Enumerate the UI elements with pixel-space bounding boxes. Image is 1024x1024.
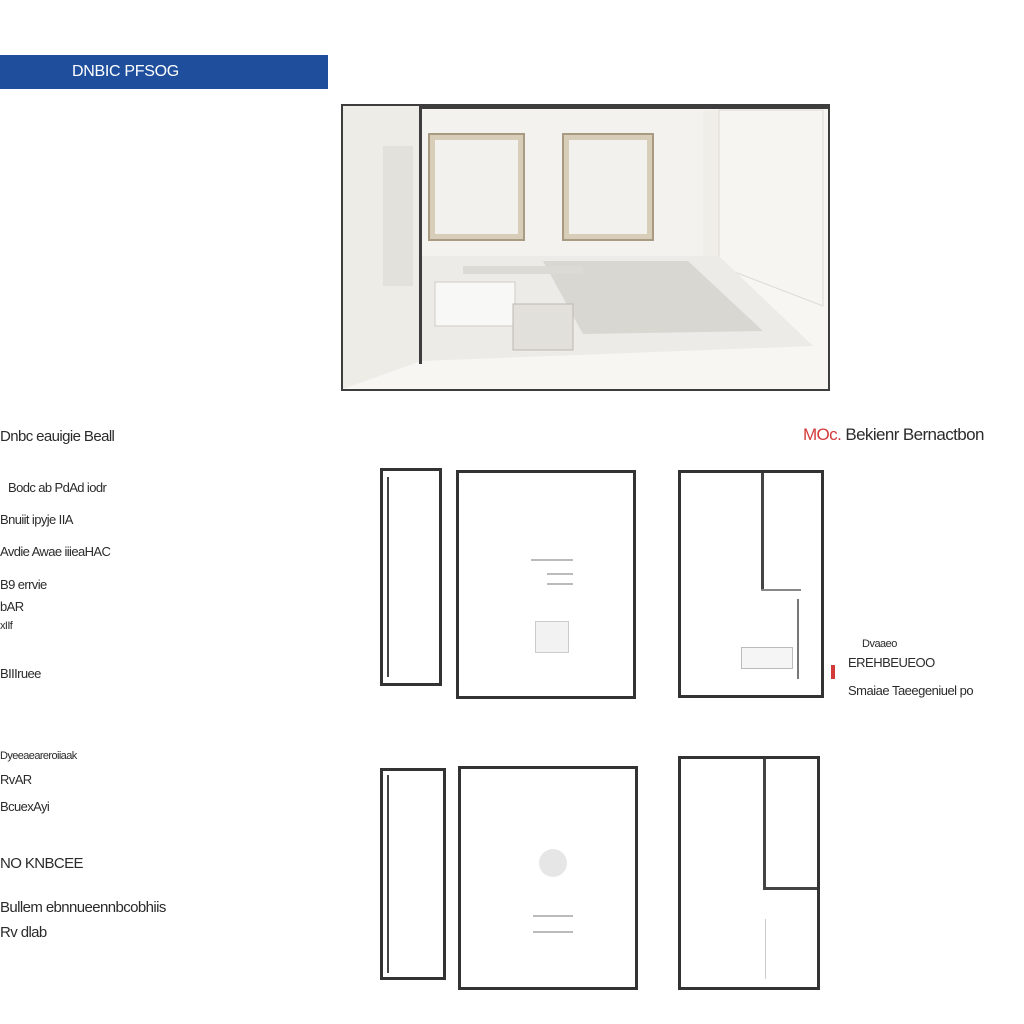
left-text-11: BcuexAyi [0, 799, 50, 814]
left-text-4: Avdie Awae iiieaHAC [0, 544, 111, 559]
callout-marker [831, 665, 835, 679]
left-text-8: BIIIruee [0, 666, 41, 681]
left-text-7: xIIf [0, 620, 13, 632]
callout-2: EREHBEUEOO [848, 655, 935, 670]
elevation-panel-top-left [380, 468, 442, 686]
left-text-1: Dnbc eauigie Beall [0, 428, 115, 445]
callout-1: Dvaaeo [862, 638, 897, 650]
elevation-panel-bottom-center [458, 766, 638, 990]
room-render-image [341, 104, 830, 391]
callout-3: Smaiae Taeegeniuel po [848, 683, 974, 698]
header-bar [0, 55, 328, 89]
header-title: DNBIC PFSOG [72, 63, 179, 80]
section-heading-text: Bekienr Bernactbon [845, 425, 984, 444]
left-text-5: B9 errvie [0, 577, 47, 592]
left-text-6: bAR [0, 599, 24, 614]
elevation-panel-bottom-left [380, 768, 446, 980]
section-heading-accent: MOc. [803, 425, 842, 444]
left-text-9: Dyeeaeareroiiaak [0, 750, 77, 762]
left-text-13: Bullem ebnnueennbcobhiis [0, 899, 166, 916]
left-text-12: NO KNBCEE [0, 855, 83, 872]
room-render-illustration [343, 106, 828, 389]
left-text-14: Rv dlab [0, 924, 47, 941]
section-heading [803, 425, 984, 445]
left-text-2: Bodc ab PdAd iodr [8, 480, 107, 495]
left-text-10: RvAR [0, 772, 32, 787]
elevation-panel-bottom-right [678, 756, 820, 990]
elevation-panel-top-center [456, 470, 636, 699]
left-text-3: Bnuiit ipyje IIA [0, 512, 73, 527]
elevation-panel-top-right [678, 470, 824, 698]
